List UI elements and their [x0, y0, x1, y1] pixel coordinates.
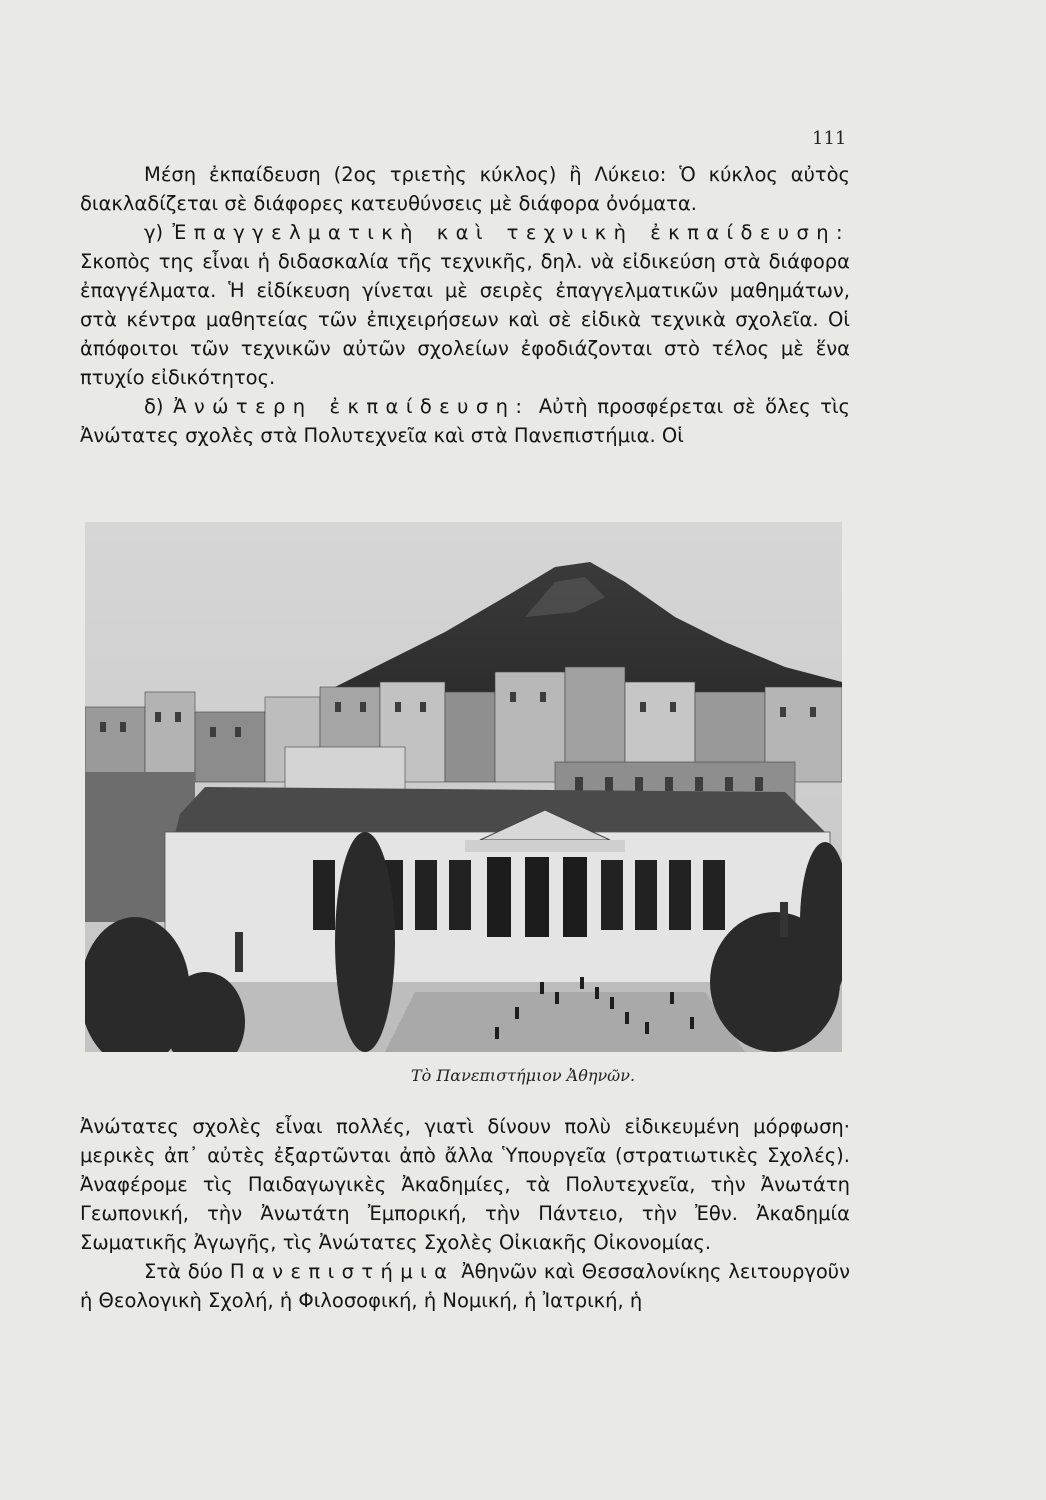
- university-photo: [85, 522, 842, 1052]
- paragraph-vocational-education: [80, 218, 850, 392]
- universities-body: Ἀθηνῶν καὶ Θεσσαλονίκης λειτουργοῦν ἡ Θεολογικὴ Σχολή, ἡ Φιλοσοφική, ἡ Νομική, ἡ Ἰατρική, ἡ: [80, 1260, 850, 1312]
- universities-spaced-word: Πανεπιστήμια: [229, 1260, 455, 1283]
- universities-intro: Στὰ δύο: [144, 1260, 223, 1283]
- heading-higher-education: Ἀνώτερη ἐκπαίδευση:: [173, 395, 530, 418]
- university-roof: [175, 787, 825, 834]
- higher-education-body: Αὐτὴ προσφέρεται σὲ ὅλες τὶς Ἀνώτατες σχολὲς στὰ Πολυτεχνεῖα καὶ στὰ Πανεπιστήμια. Οἱ: [80, 395, 850, 447]
- heading-vocational-education: Ἐπαγγελματικὴ καὶ τεχνικὴ ἐκπαίδευση:: [172, 221, 850, 244]
- bottom-text-block: [80, 1112, 850, 1315]
- item-label-d: δ): [144, 395, 164, 418]
- photo-caption: Τὸ Πανεπιστήμιον Ἀθηνῶν.: [410, 1066, 636, 1085]
- paragraph-higher-schools: Ἀνώτατες σχολὲς εἶναι πολλές, γιατὶ δίνουν πολὺ εἰδικευμένη μόρφωση· μερικὲς ἀπ᾿ αὐτὲς ἐξαρτῶνται ἀπὸ ἄλλα Ὑπουργεῖα (στρατιωτικὲς Σχολές). Ἀναφέρομε τὶς Παιδαγωγικὲς Ἀκαδημίες, τὰ Πολυτεχνεῖα, τὴν Ἀνωτάτη Γεωπονική, τὴν Ἀνωτάτη Ἐμπορική, τὴν Πάντειο, τὴν Ἐθν. Ἀκαδημία Σωματικῆς Ἀγωγῆς, τὶς Ἀνώτατες Σχολὲς Οἰκιακῆς Οἰκονομίας.: [80, 1115, 850, 1254]
- page-number: 111: [812, 128, 847, 149]
- paragraph-secondary-education: Μέση ἐκπαίδευση (2ος τριετὴς κύκλος) ἢ Λύκειο: Ὁ κύκλος αὐτὸς διακλαδίζεται σὲ διάφορες κατευθύνσεις μὲ διάφορα ὀνόματα.: [80, 163, 850, 215]
- paragraph-universities: [80, 1257, 850, 1315]
- item-label-c: γ): [144, 221, 164, 244]
- paragraph-higher-education: [80, 392, 850, 450]
- vocational-education-body: Σκοπὸς της εἶναι ἡ διδασκαλία τῆς τεχνικῆς, δηλ. νὰ εἰδικεύση στὰ διάφορα ἐπαγγέλματα. Ἡ εἰδίκευση γίνεται μὲ σειρὲς ἐπαγγελματικῶν μαθημάτων, στὰ κέντρα μαθητείας τῶν ἐπιχειρήσεων καὶ σὲ εἰδικὰ τεχνικὰ σχολεῖα. Οἱ ἀπόφοιτοι τῶν τεχνικῶν αὐτῶν σχολείων ἐφοδιάζονται στὸ τέλος μὲ ἕνα πτυχίο εἰδικότητος.: [80, 250, 850, 389]
- top-text-block: [80, 160, 850, 450]
